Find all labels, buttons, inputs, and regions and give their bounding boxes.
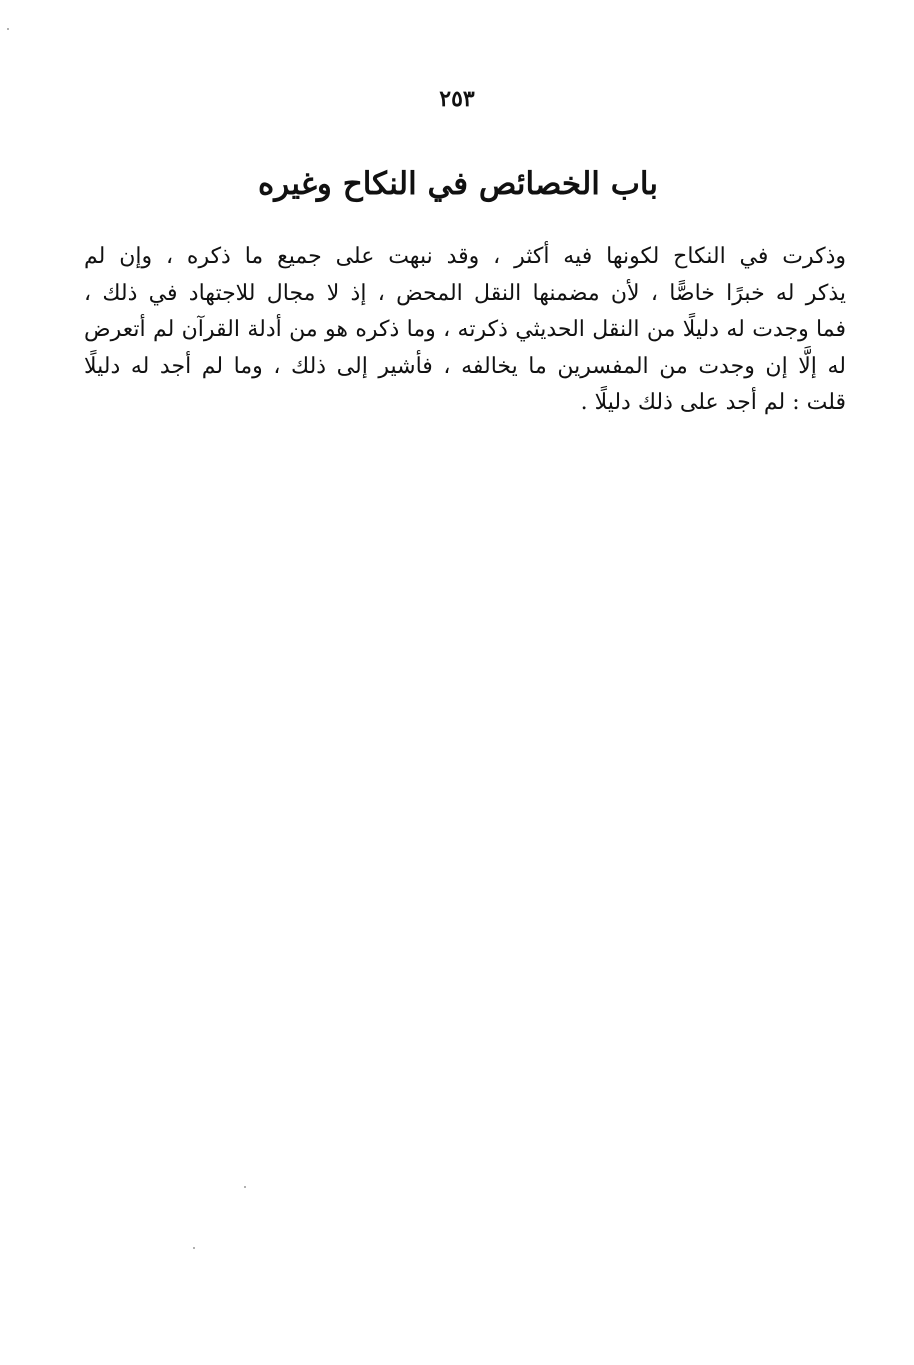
chapter-heading: باب الخصائص في النكاح وغيره bbox=[258, 166, 658, 202]
paragraph-line: له إلَّا إن وجدت من المفسرين ما يخالفه ، فأشير إلى ذلك ، وما لم أجد له دليلًا bbox=[84, 353, 846, 379]
body-paragraph bbox=[84, 239, 846, 422]
page-number: ٢٥٣ bbox=[439, 86, 475, 112]
paragraph-line: وذكرت في النكاح لكونها فيه أكثر ، وقد نبهت على جميع ما ذكره ، وإن لم bbox=[84, 244, 847, 269]
paragraph-line: فما وجدت له دليلًا من النقل الحديثي ذكرته ، وما ذكره هو من أدلة القرآن لم أتعرض bbox=[84, 317, 846, 342]
scan-speck bbox=[244, 1186, 246, 1188]
scan-speck bbox=[7, 28, 9, 30]
scan-speck bbox=[193, 1247, 195, 1249]
paragraph-line: قلت : لم أجد على ذلك دليلًا . bbox=[580, 390, 846, 415]
paragraph-line: يذكر له خبرًا خاصًّا ، لأن مضمنها النقل المحض ، إذ لا مجال للاجتهاد في ذلك ، bbox=[84, 280, 846, 306]
